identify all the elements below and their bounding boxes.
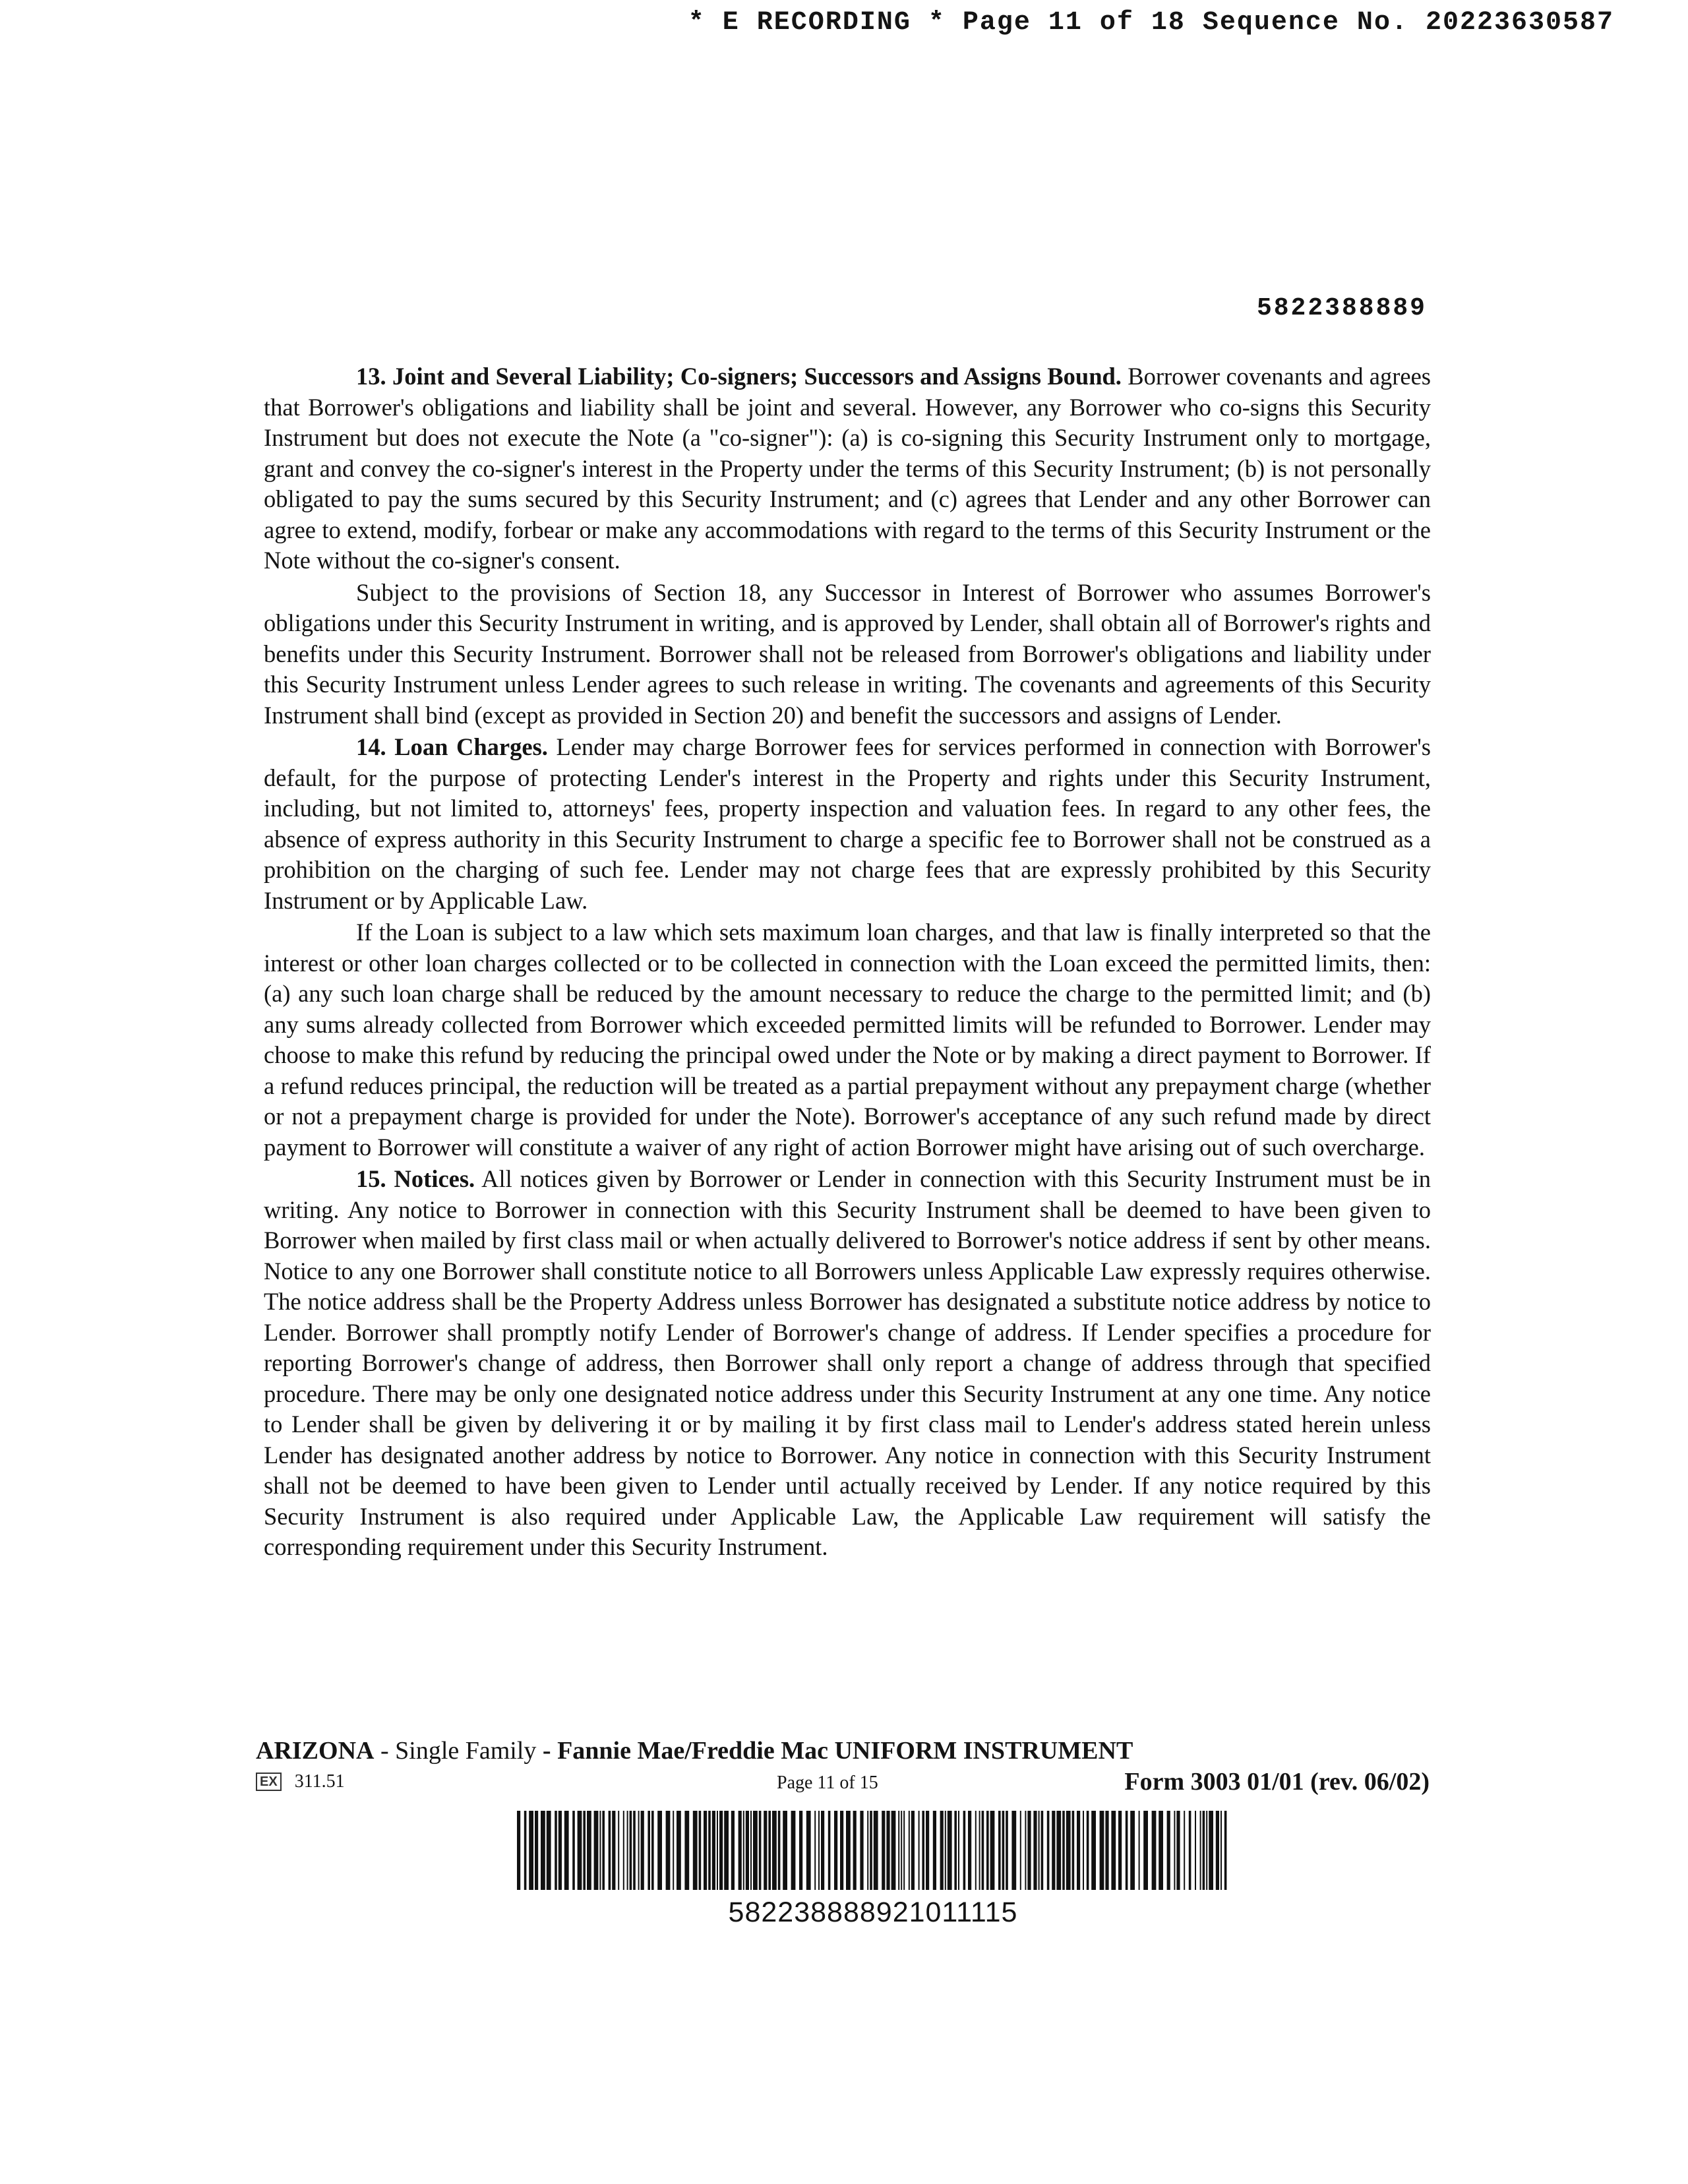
footer-separator: - — [536, 1737, 558, 1765]
section-15-heading: 15. Notices. — [356, 1165, 475, 1192]
form-number: Form 3003 01/01 (rev. 06/02) — [1124, 1768, 1430, 1796]
form-footer — [256, 1736, 1430, 1800]
section-13-successors-text: Subject to the provisions of Section 18, any Successor in Interest of Borrower who assumes Borrower's obligations under this Security Instrument in writing, and is approved by Lender, shall obtain all of Borrower's rights and benefits under this Security Instrument. Borrower shall not be released from Borrower's obligations and liability under this Security Instrument unless Lender agrees to such release in writing. The covenants and agreements of this Security Instrument shall bind (except as provided in Section 20) and benefit the successors and assigns of Lender. — [264, 578, 1431, 729]
section-13-text: Borrower covenants and agrees that Borrower's obligations and liability shall be joint and several. However, any Borrower who co-signs this Security Instrument but does not execute the Note (a "co-signer"): (a) is co-signing this Security Instrument only to mortgage, grant and convey the co-signer's interest in the Property under the terms of this Security Instrument; (b) is not personally obligated to pay the sums secured by this Security Instrument; and (c) agrees that Lender and any other Borrower can agree to extend, modify, forbear or make any accommodations with regard to the terms of this Security Instrument or the Note without the co-signer's consent. — [264, 363, 1431, 574]
loan-number: 5822388889 — [1256, 294, 1427, 322]
page-number: Page 11 of 15 — [777, 1773, 878, 1793]
section-14-heading: 14. Loan Charges. — [356, 733, 548, 760]
recording-header: * E RECORDING * Page 11 of 18 Sequence No. 20223630587 — [688, 8, 1614, 38]
footer-separator: - — [374, 1737, 396, 1765]
barcode-icon — [517, 1811, 1229, 1890]
barcode-number: 582238888921011115 — [728, 1896, 1018, 1928]
paragraph-13 — [264, 361, 1431, 576]
ex-logo-icon: EX — [256, 1773, 282, 1791]
footer-row — [256, 1767, 1430, 1800]
section-15-text: All notices given by Borrower or Lender in connection with this Security Instrument must be in writing. Any notice to Borrower in connection with this Security Instrument shall be deemed to have been given to Borrower when mailed by first class mail or when actually delivered to Borrower's notice address if sent by other means. Notice to any one Borrower shall constitute notice to all Borrowers unless Applicable Law expressly requires otherwise. The notice address shall be the Property Address unless Borrower has designated a substitute notice address by notice to Lender. Borrower shall promptly notify Lender of Borrower's change of address. If Lender specifies a procedure for reporting Borrower's change of address, then Borrower shall only report a change of address through that specified procedure. There may be only one designated notice address under this Security Instrument at any one time. Any notice to Lender shall be given by delivering it or by mailing it by first class mail to Lender's address stated herein unless Lender has designated another address by notice to Borrower. Any notice in connection with this Security Instrument shall not be deemed to have been given to Lender until actually received by Lender. If any notice required by this Security Instrument is also required under Applicable Law, the Applicable Law requirement will satisfy the corresponding requirement under this Security Instrument. — [264, 1165, 1431, 1560]
form-code — [256, 1771, 345, 1792]
paragraph-15 — [264, 1164, 1431, 1563]
document-body — [264, 361, 1431, 1564]
section-14-text: Lender may charge Borrower fees for services performed in connection with Borrower's default, for the purpose of protecting Lender's interest in the Property and rights under this Security Instrument, including, but not limited to, attorneys' fees, property inspection and valuation fees. In regard to any other fees, the absence of express authority in this Security Instrument to charge a specific fee to Borrower shall not be construed as a prohibition on the charging of such fee. Lender may not charge fees that are expressly prohibited by this Security Instrument or by Applicable Law. — [264, 733, 1431, 914]
footer-family: Single Family — [395, 1737, 537, 1765]
footer-title — [256, 1736, 1430, 1766]
footer-state: ARIZONA — [256, 1737, 375, 1765]
paragraph-14 — [264, 732, 1431, 916]
paragraph-14-limits — [264, 917, 1431, 1163]
section-14-limits-text: If the Loan is subject to a law which sets maximum loan charges, and that law is finally interpreted so that the interest or other loan charges collected or to be collected in connection with the Loan exceed the permitted limits, then: (a) any such loan charge shall be reduced by the amount necessary to reduce the charge to the permitted limit; and (b) any sums already collected from Borrower which exceeded permitted limits will be refunded to Borrower. Lender may choose to make this refund by reducing the principal owed under the Note or by making a direct payment to Borrower. If a refund reduces principal, the reduction will be treated as a partial prepayment without any prepayment charge (whether or not a prepayment charge is provided for under the Note). Borrower's acceptance of any such refund made by direct payment to Borrower will constitute a waiver of any right of action Borrower might have arising out of such overcharge. — [264, 919, 1431, 1161]
section-13-heading: 13. Joint and Several Liability; Co-signers; Successors and Assigns Bound. — [356, 363, 1122, 390]
footer-instrument: Fannie Mae/Freddie Mac UNIFORM INSTRUMENT — [557, 1737, 1133, 1765]
form-code-number: 311.51 — [294, 1771, 345, 1792]
paragraph-13-successors — [264, 578, 1431, 731]
